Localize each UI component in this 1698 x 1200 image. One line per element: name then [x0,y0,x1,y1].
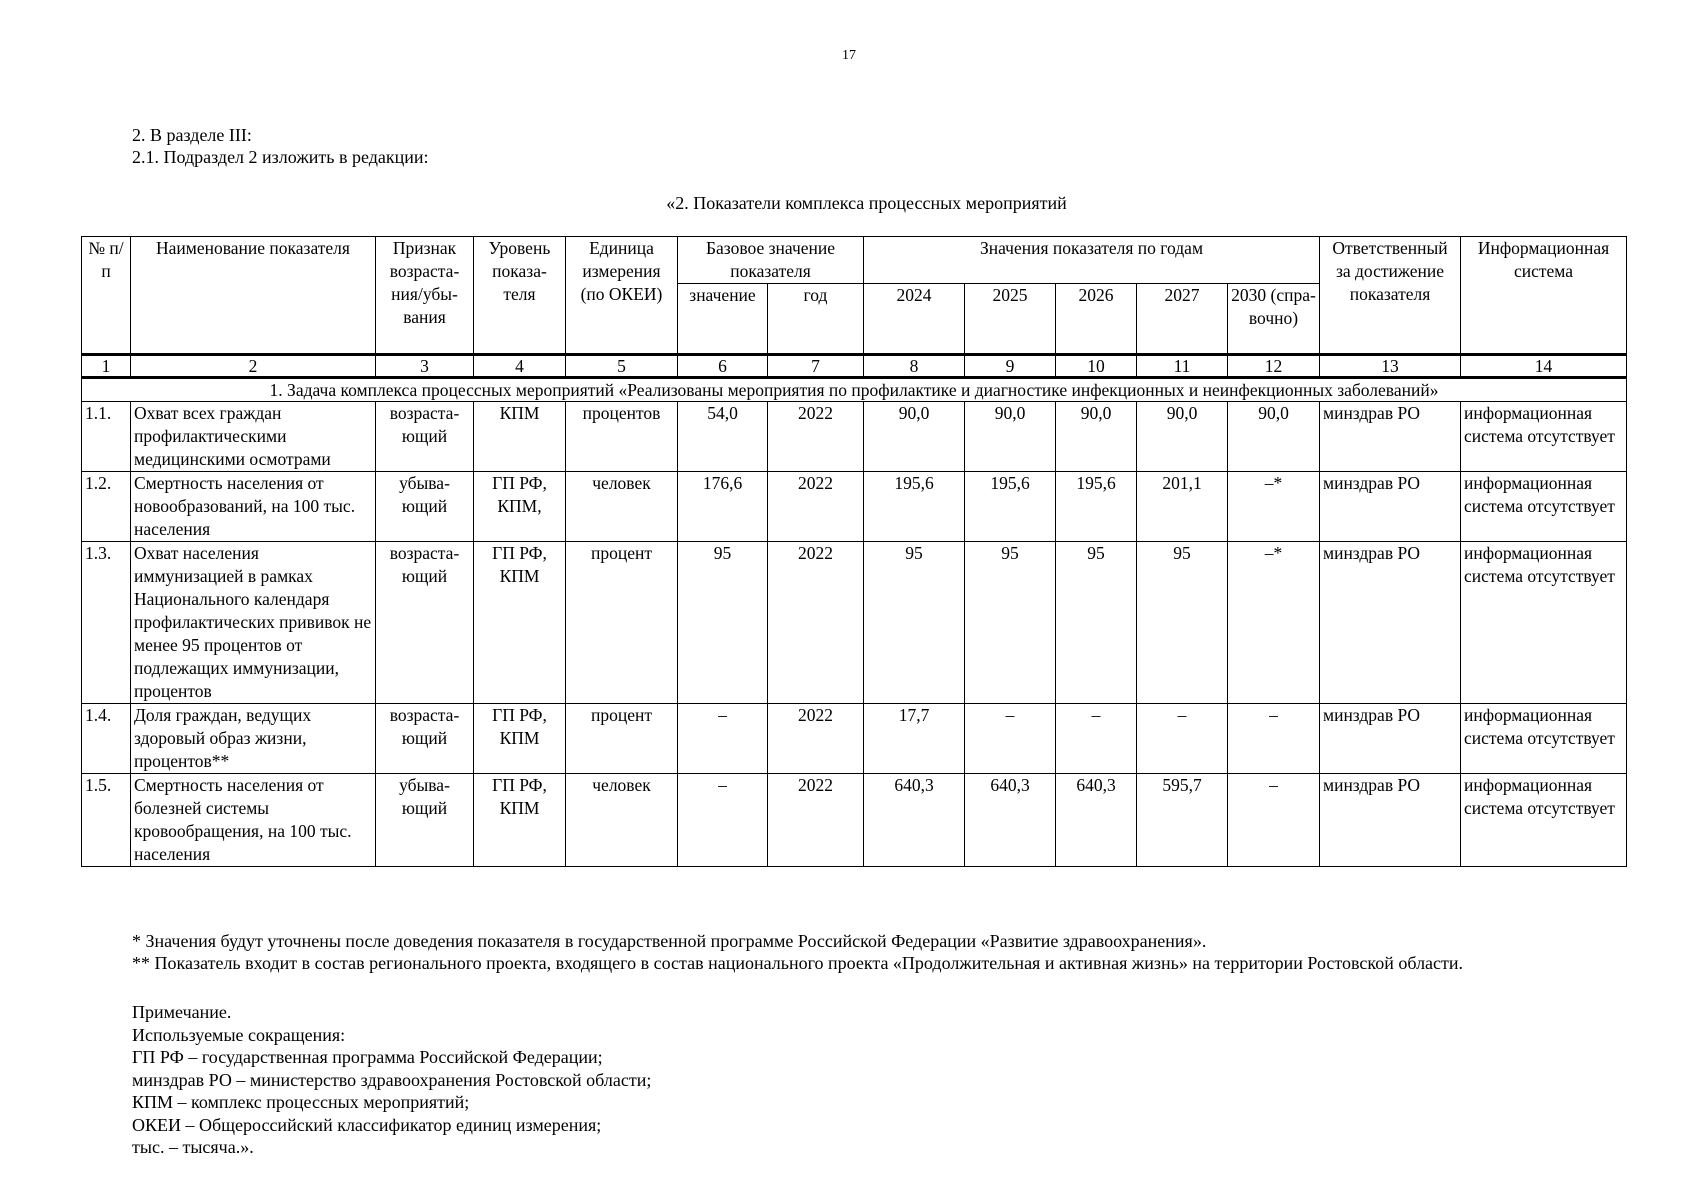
remarks-title: Примечание. [132,1002,232,1022]
intro-line-2: 2.1. Подраздел 2 изложить в редакции: [132,147,429,167]
indicator-trend: возраста-ющий [376,704,474,774]
indicator-name: Смертность населения от болезней системы кровообращения, на 100 тыс. населения [131,774,376,867]
indicator-level: ГП РФ, КПМ [474,704,566,774]
value-2027: 90,0 [1137,402,1228,472]
abbreviation-item: ГП РФ – государственная программа Российской Федерации; [132,1047,603,1067]
footnote-2: ** Показатель входит в состав регионального проекта, входящего в состав национального проекта «Продолжительная и активная жизнь» на территории Ростовской области. [132,953,1464,973]
value-2030: –* [1228,472,1320,542]
indicator-trend: возраста-ющий [376,542,474,704]
indicator-level: ГП РФ, КПМ, [474,472,566,542]
value-2027: 595,7 [1137,774,1228,867]
intro-line-1: 2. В разделе III: [132,125,252,145]
header-info: Информационная система [1461,237,1627,355]
column-number: 4 [474,355,566,378]
abbreviation-item: КПМ – комплекс процессных мероприятий; [132,1092,470,1112]
row-number: 1.5. [82,774,131,867]
indicator-trend: убыва-ющий [376,774,474,867]
value-2030: 90,0 [1228,402,1320,472]
page-number: 17 [842,48,856,63]
column-number: 10 [1056,355,1137,378]
indicator-level: ГП РФ, КПМ [474,542,566,704]
intro [132,124,429,168]
table-row [82,472,1627,542]
base-value: 95 [678,542,768,704]
column-number: 6 [678,355,768,378]
abbreviation-item: тыс. – тысяча.». [132,1137,254,1157]
table-row [82,704,1627,774]
table-row [82,542,1627,704]
header-level: Уровень показа-теля [474,237,566,355]
header-2030: 2030 (спра-вочно) [1228,284,1320,355]
value-2025: 640,3 [965,774,1056,867]
header-2026: 2026 [1056,284,1137,355]
info-system: информационная система отсутствует [1461,774,1627,867]
value-2027: 95 [1137,542,1228,704]
section-title: 1. Задача комплекса процессных мероприятий «Реализованы мероприятия по профилактике и диагностике инфекционных и неинфекционных заболеваний» [82,378,1627,402]
indicator-name: Смертность населения от новообразований, на 100 тыс. населения [131,472,376,542]
value-2024: 17,7 [864,704,965,774]
base-value: 176,6 [678,472,768,542]
base-year: 2022 [768,472,864,542]
value-2027: – [1137,704,1228,774]
value-2026: 640,3 [1056,774,1137,867]
column-numbers-row [82,355,1627,378]
base-value: 54,0 [678,402,768,472]
column-number: 1 [82,355,131,378]
header-name: Наименование показателя [131,237,376,355]
indicator-unit: процентов [566,402,678,472]
value-2024: 640,3 [864,774,965,867]
info-system: информационная система отсутствует [1461,472,1627,542]
indicators-table [81,236,1627,867]
base-value: – [678,774,768,867]
header-2027: 2027 [1137,284,1228,355]
responsible: минздрав РО [1320,774,1461,867]
value-2024: 95 [864,542,965,704]
column-number: 8 [864,355,965,378]
indicator-unit: человек [566,774,678,867]
header-base-year: год [768,284,864,355]
value-2026: 95 [1056,542,1137,704]
value-2030: –* [1228,542,1320,704]
column-number: 9 [965,355,1056,378]
responsible: минздрав РО [1320,542,1461,704]
value-2026: 90,0 [1056,402,1137,472]
header-sign: Признак возраста-ния/убы-вания [376,237,474,355]
value-2024: 90,0 [864,402,965,472]
footnote-1: * Значения будут уточнены после доведения показателя в государственной программе Российской Федерации «Развитие здравоохранения». [132,931,1207,951]
info-system: информационная система отсутствует [1461,402,1627,472]
value-2024: 195,6 [864,472,965,542]
column-number: 11 [1137,355,1228,378]
row-number: 1.1. [82,402,131,472]
column-number: 13 [1320,355,1461,378]
row-number: 1.2. [82,472,131,542]
base-year: 2022 [768,774,864,867]
indicator-unit: процент [566,542,678,704]
indicator-name: Охват населения иммунизацией в рамках Национального календаря профилактических прививок не менее 95 процентов от подлежащих иммунизации, процентов [131,542,376,704]
indicator-trend: убыва-ющий [376,472,474,542]
row-number: 1.4. [82,704,131,774]
indicator-unit: процент [566,704,678,774]
table-row [82,774,1627,867]
column-number: 7 [768,355,864,378]
header-values: Значения показателя по годам [864,237,1320,284]
info-system: информационная система отсутствует [1461,542,1627,704]
base-year: 2022 [768,542,864,704]
column-number: 5 [566,355,678,378]
info-system: информационная система отсутствует [1461,704,1627,774]
table-row [82,402,1627,472]
value-2026: – [1056,704,1137,774]
column-number: 3 [376,355,474,378]
base-value: – [678,704,768,774]
abbreviations-title: Используемые сокращения: [132,1024,346,1045]
header-num: № п/п [82,237,131,355]
value-2030: – [1228,774,1320,867]
header-2024: 2024 [864,284,965,355]
value-2025: 195,6 [965,472,1056,542]
indicator-trend: возраста-ющий [376,402,474,472]
section-row [82,378,1627,402]
footnotes [132,930,1463,974]
value-2030: – [1228,704,1320,774]
value-2025: – [965,704,1056,774]
base-year: 2022 [768,704,864,774]
indicator-level: КПМ [474,402,566,472]
indicator-name: Охват всех граждан профилактическими медицинскими осмотрами [131,402,376,472]
header-base-value: значение [678,284,768,355]
header-2025: 2025 [965,284,1056,355]
base-year: 2022 [768,402,864,472]
indicator-unit: человек [566,472,678,542]
remarks [132,1001,651,1159]
value-2026: 195,6 [1056,472,1137,542]
column-number: 14 [1461,355,1627,378]
indicator-level: ГП РФ, КПМ [474,774,566,867]
indicator-rows [82,402,1627,867]
header-base: Базовое значение показателя [678,237,864,284]
responsible: минздрав РО [1320,472,1461,542]
abbreviation-item: минздрав РО – министерство здравоохранения Ростовской области; [132,1069,652,1090]
indicator-name: Доля граждан, ведущих здоровый образ жизни, процентов** [131,704,376,774]
value-2025: 90,0 [965,402,1056,472]
value-2025: 95 [965,542,1056,704]
column-number: 2 [131,355,376,378]
header-responsible: Ответственный за достижение показателя [1320,237,1461,355]
table-title: «2. Показатели комплекса процессных мероприятий [666,193,1067,213]
row-number: 1.3. [82,542,131,704]
column-number: 12 [1228,355,1320,378]
header-unit: Единица измерения (по ОКЕИ) [566,237,678,355]
value-2027: 201,1 [1137,472,1228,542]
responsible: минздрав РО [1320,402,1461,472]
abbreviation-item: ОКЕИ – Общероссийский классификатор единиц измерения; [132,1114,602,1135]
responsible: минздрав РО [1320,704,1461,774]
